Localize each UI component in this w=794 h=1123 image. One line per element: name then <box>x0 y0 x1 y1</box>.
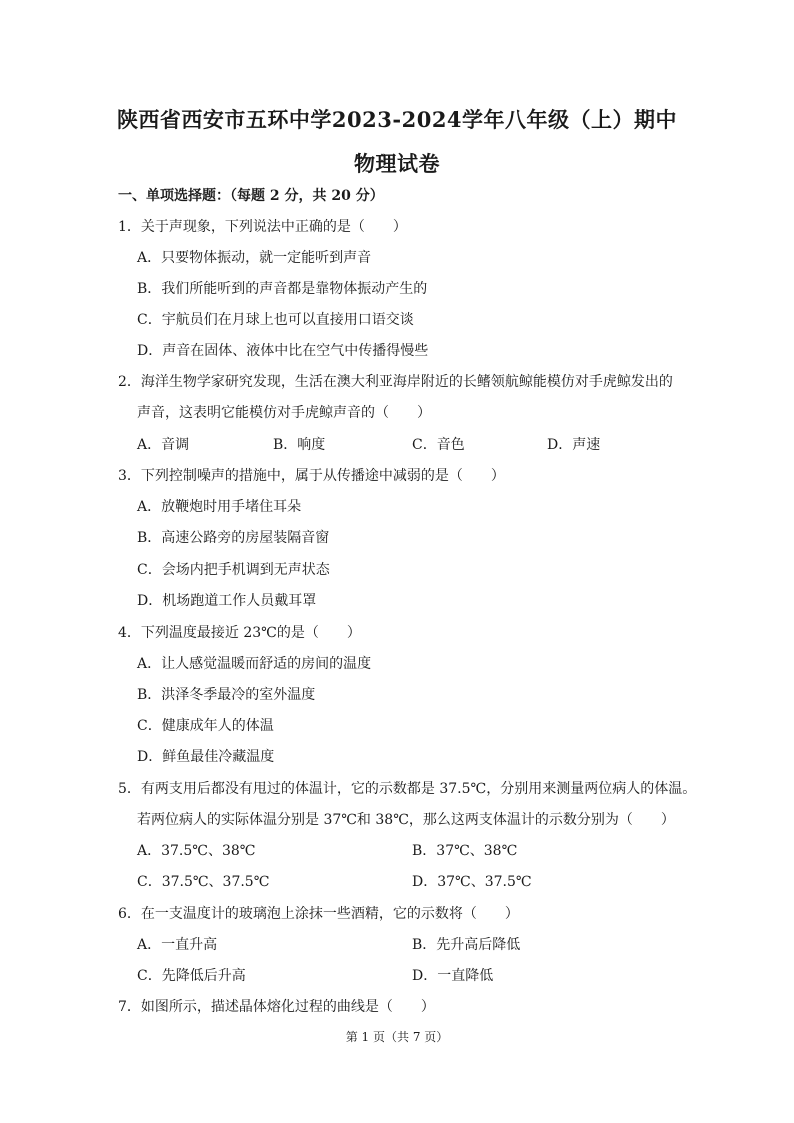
question-7-stem: 7．如图所示，描述晶体熔化过程的曲线是（ ） <box>118 999 435 1015</box>
question-2-stem: 2．海洋生物学家研究发现，生活在澳大利亚海岸附近的长鳍领航鲸能模仿对手虎鲸发出的 <box>118 374 673 390</box>
question-4-option-b: B．洪泽冬季最冷的室外温度 <box>137 687 316 703</box>
question-4-option-c: C．健康成年人的体温 <box>137 718 274 734</box>
question-6-stem: 6．在一支温度计的玻璃泡上涂抹一些酒精，它的示数将（ ） <box>118 906 519 922</box>
question-5-option-a: A．37.5℃、38℃ <box>137 843 256 859</box>
question-5-option-d: D．37℃、37.5℃ <box>412 874 532 890</box>
question-6-option-a: A．一直升高 <box>137 937 218 953</box>
question-5-stem-cont: 若两位病人的实际体温分别是 37℃和 38℃，那么这两支体温计的示数分别为（ ） <box>137 812 675 828</box>
question-2-option-a: A．音调 <box>137 437 190 453</box>
question-6-option-b: B．先升高后降低 <box>412 937 521 953</box>
question-3-stem: 3．下列控制噪声的措施中，属于从传播途中减弱的是（ ） <box>118 468 505 484</box>
question-5-options-row-2 <box>137 873 697 891</box>
question-1-option-c: C．宇航员们在月球上也可以直接用口语交谈 <box>137 312 414 328</box>
question-3-option-b: B．高速公路旁的房屋装隔音窗 <box>137 530 330 546</box>
question-1-option-b: B．我们所能听到的声音都是靠物体振动产生的 <box>137 281 428 297</box>
question-2-option-c: C．音色 <box>412 437 465 453</box>
question-5-option-b: B．37℃、38℃ <box>412 843 518 859</box>
question-5-stem: 5．有两支用后都没有甩过的体温计，它的示数都是 37.5℃，分别用来测量两位病人的体温。 <box>118 781 697 797</box>
question-6-option-d: D．一直降低 <box>412 968 494 984</box>
question-1-stem: 1．关于声现象，下列说法中正确的是（ ） <box>118 219 407 235</box>
question-6-options-row-2 <box>137 967 697 985</box>
question-1-option-d: D．声音在固体、液体中比在空气中传播得慢些 <box>137 343 429 359</box>
question-2-option-b: B．响度 <box>273 437 326 453</box>
section-heading: 一、单项选择题：（每题 2 分，共 20 分） <box>118 188 384 204</box>
question-2-stem-cont: 声音，这表明它能模仿对手虎鲸声音的（ ） <box>137 405 431 421</box>
question-3-option-a: A．放鞭炮时用手堵住耳朵 <box>137 499 302 515</box>
question-4-option-d: D．鲜鱼最佳冷藏温度 <box>137 749 275 765</box>
question-4-stem: 4．下列温度最接近 23℃的是（ ） <box>118 625 361 641</box>
question-2-options <box>137 436 697 454</box>
question-6-options-row-1 <box>137 936 697 954</box>
question-3-option-d: D．机场跑道工作人员戴耳罩 <box>137 593 317 609</box>
question-4-option-a: A．让人感觉温暖而舒适的房间的温度 <box>137 656 372 672</box>
page-footer: 第 1 页（共 7 页） <box>345 1030 449 1044</box>
question-2-option-d: D．声速 <box>547 437 601 453</box>
exam-title-line-2: 物理试卷 <box>354 151 440 176</box>
question-6-option-c: C．先降低后升高 <box>137 968 246 984</box>
exam-title-line-1: 陕西省西安市五环中学2023-2024学年八年级（上）期中 <box>116 107 678 132</box>
question-1-option-a: A．只要物体振动，就一定能听到声音 <box>137 250 372 266</box>
question-5-option-c: C．37.5℃、37.5℃ <box>137 874 270 890</box>
question-3-option-c: C．会场内把手机调到无声状态 <box>137 562 330 578</box>
question-5-options-row-1 <box>137 842 697 860</box>
